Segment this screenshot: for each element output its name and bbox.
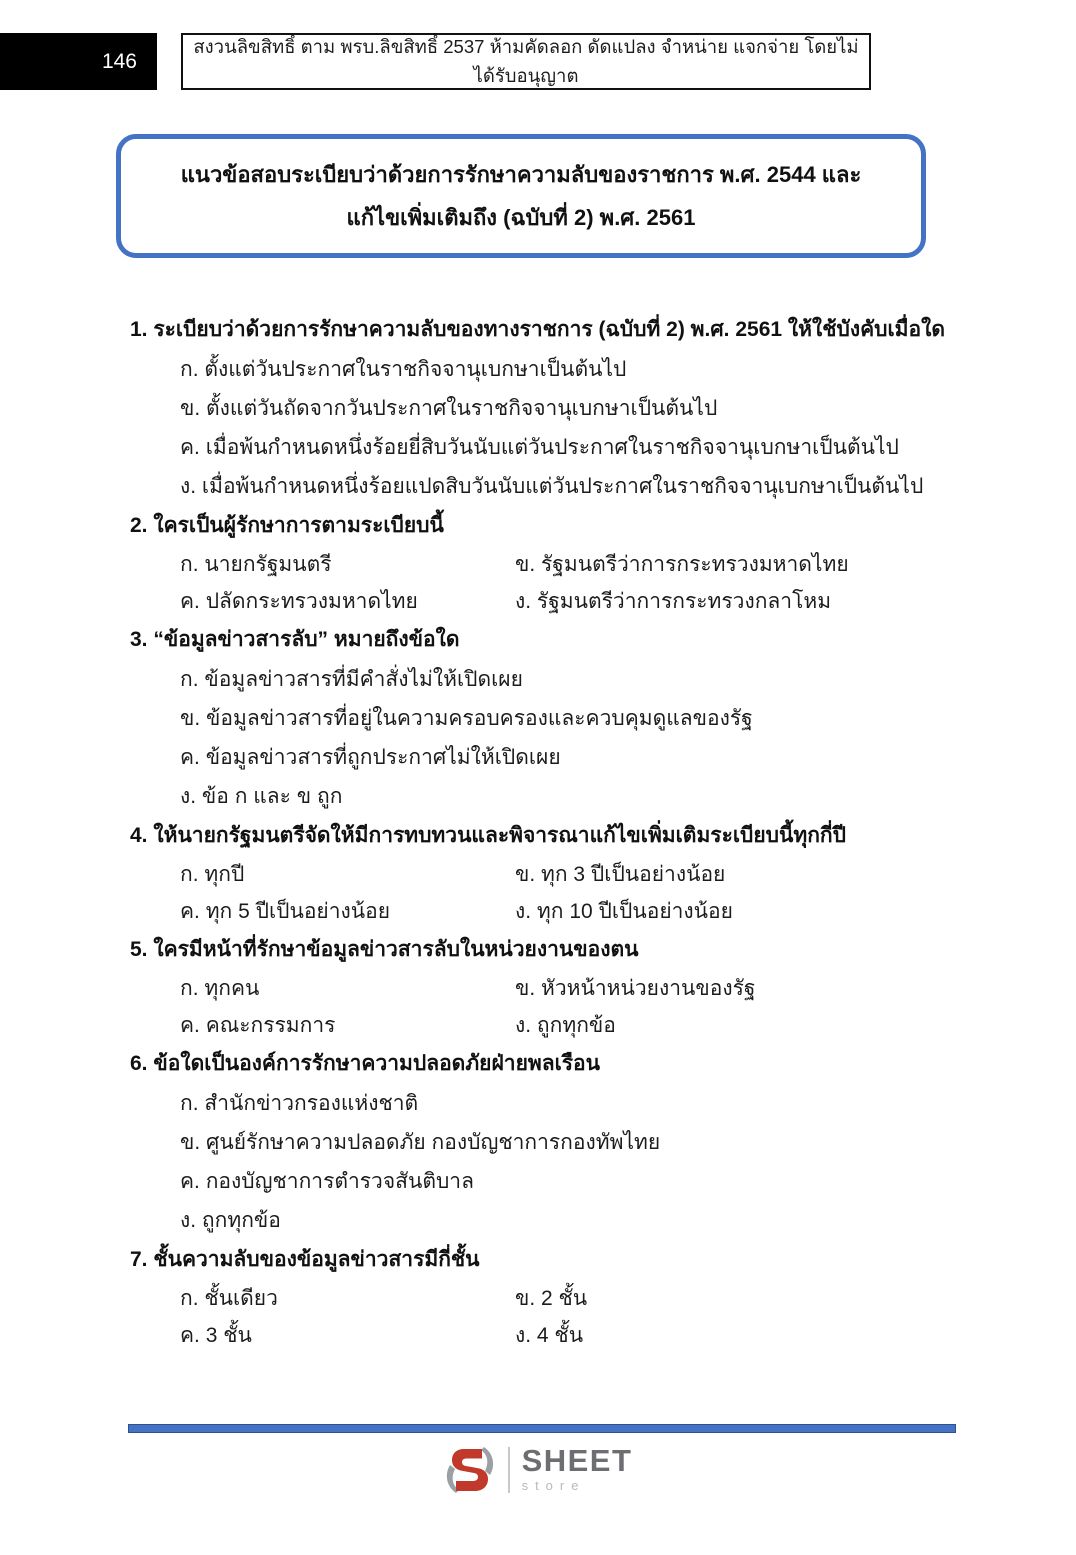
copyright-text: สงวนลิขสิทธิ์ ตาม พรบ.ลิขสิทธิ์ 2537 ห้ามคัดลอก ดัดแปลง จำหน่าย แจกจ่าย โดยไม่ได้รับอนุญาต <box>193 35 859 86</box>
option-c: ค. ปลัดกระทรวงมหาดไทย <box>180 590 418 613</box>
question-6 <box>130 1044 960 1240</box>
question-2-header: 2. ใครเป็นผู้รักษาการตามระเบียบนี้ <box>130 514 444 537</box>
question-1 <box>130 310 960 506</box>
logo-subtext: store <box>521 1478 586 1493</box>
question-1-options <box>180 350 960 506</box>
question-3-header: 3. “ข้อมูลข่าวสารลับ” หมายถึงข้อใด <box>130 628 460 651</box>
question-7-options <box>180 1280 960 1354</box>
option-b: ข. หัวหน้าหน่วยงานของรัฐ <box>515 977 756 1000</box>
question-6-options <box>180 1084 960 1240</box>
option-d: ง. เมื่อพ้นกำหนดหนึ่งร้อยแปดสิบวันนับแต่วันประกาศในราชกิจจานุเบกษาเป็นต้นไป <box>180 475 924 498</box>
option-d: ง. ถูกทุกข้อ <box>180 1209 281 1232</box>
option-a: ก. สำนักข่าวกรองแห่งชาติ <box>180 1092 419 1115</box>
option-c: ค. คณะกรรมการ <box>180 1014 336 1037</box>
question-5-options <box>180 970 960 1044</box>
option-b: ข. ทุก 3 ปีเป็นอย่างน้อย <box>515 863 726 886</box>
question-3-options <box>180 660 960 816</box>
option-d: ง. 4 ชั้น <box>515 1324 584 1347</box>
question-5-header: 5. ใครมีหน้าที่รักษาข้อมูลข่าวสารลับในหน่วยงานของตน <box>130 938 639 961</box>
option-a: ก. ตั้งแต่วันประกาศในราชกิจจานุเบกษาเป็นต้นไป <box>180 358 627 381</box>
question-7-header: 7. ชั้นความลับของข้อมูลข่าวสารมีกี่ชั้น <box>130 1248 480 1271</box>
option-c: ค. 3 ชั้น <box>180 1324 252 1347</box>
option-a: ก. ทุกคน <box>180 977 260 1000</box>
option-d: ง. ข้อ ก และ ข ถูก <box>180 785 343 808</box>
document-title-box <box>116 134 926 258</box>
question-1-header: 1. ระเบียบว่าด้วยการรักษาความลับของทางราชการ (ฉบับที่ 2) พ.ศ. 2561 ให้ใช้บังคับเมื่อใด <box>130 318 945 341</box>
question-list <box>130 310 960 1354</box>
option-c: ค. เมื่อพ้นกำหนดหนึ่งร้อยยี่สิบวันนับแต่วันประกาศในราชกิจจานุเบกษาเป็นต้นไป <box>180 436 899 459</box>
sheet-store-s-icon <box>444 1441 496 1499</box>
question-2 <box>130 506 960 620</box>
question-4-header: 4. ให้นายกรัฐมนตรีจัดให้มีการทบทวนและพิจารณาแก้ไขเพิ่มเติมระเบียบนี้ทุกกี่ปี <box>130 824 846 847</box>
option-a: ก. นายกรัฐมนตรี <box>180 553 332 576</box>
logo-name: SHEET <box>521 1443 633 1478</box>
document-title: แนวข้อสอบระเบียบว่าด้วยการรักษาความลับของราชการ พ.ศ. 2544 และแก้ไขเพิ่มเติมถึง (ฉบับที่ 2) พ.ศ. 2561 <box>180 162 862 230</box>
question-3 <box>130 620 960 816</box>
option-a: ก. ทุกปี <box>180 863 245 886</box>
question-5 <box>130 930 960 1044</box>
option-b: ข. ศูนย์รักษาความปลอดภัย กองบัญชาการกองทัพไทย <box>180 1131 661 1154</box>
footer-divider <box>128 1424 956 1433</box>
option-b: ข. 2 ชั้น <box>515 1287 588 1310</box>
copyright-notice <box>181 33 871 90</box>
logo-text-block <box>521 1443 633 1494</box>
option-b: ข. รัฐมนตรีว่าการกระทรวงมหาดไทย <box>515 553 849 576</box>
question-2-options <box>180 546 960 620</box>
page-header <box>0 33 1076 90</box>
option-d: ง. ถูกทุกข้อ <box>515 1014 616 1037</box>
page-number: 146 <box>101 49 137 73</box>
option-a: ก. ข้อมูลข่าวสารที่มีคำสั่งไม่ให้เปิดเผย <box>180 668 523 691</box>
question-4-options <box>180 856 960 930</box>
page-number-box <box>0 33 157 90</box>
question-4 <box>130 816 960 930</box>
logo-divider <box>508 1447 510 1493</box>
option-c: ค. ทุก 5 ปีเป็นอย่างน้อย <box>180 900 391 923</box>
option-d: ง. ทุก 10 ปีเป็นอย่างน้อย <box>515 900 733 923</box>
option-c: ค. กองบัญชาการตำรวจสันติบาล <box>180 1170 474 1193</box>
option-b: ข. ข้อมูลข่าวสารที่อยู่ในความครอบครองและควบคุมดูแลของรัฐ <box>180 707 753 730</box>
option-d: ง. รัฐมนตรีว่าการกระทรวงกลาโหม <box>515 590 832 613</box>
question-7 <box>130 1240 960 1354</box>
publisher-logo <box>0 1441 1076 1499</box>
option-a: ก. ชั้นเดียว <box>180 1287 278 1310</box>
question-6-header: 6. ข้อใดเป็นองค์การรักษาความปลอดภัยฝ่ายพลเรือน <box>130 1052 601 1075</box>
option-b: ข. ตั้งแต่วันถัดจากวันประกาศในราชกิจจานุเบกษาเป็นต้นไป <box>180 397 718 420</box>
option-c: ค. ข้อมูลข่าวสารที่ถูกประกาศไม่ให้เปิดเผย <box>180 746 561 769</box>
